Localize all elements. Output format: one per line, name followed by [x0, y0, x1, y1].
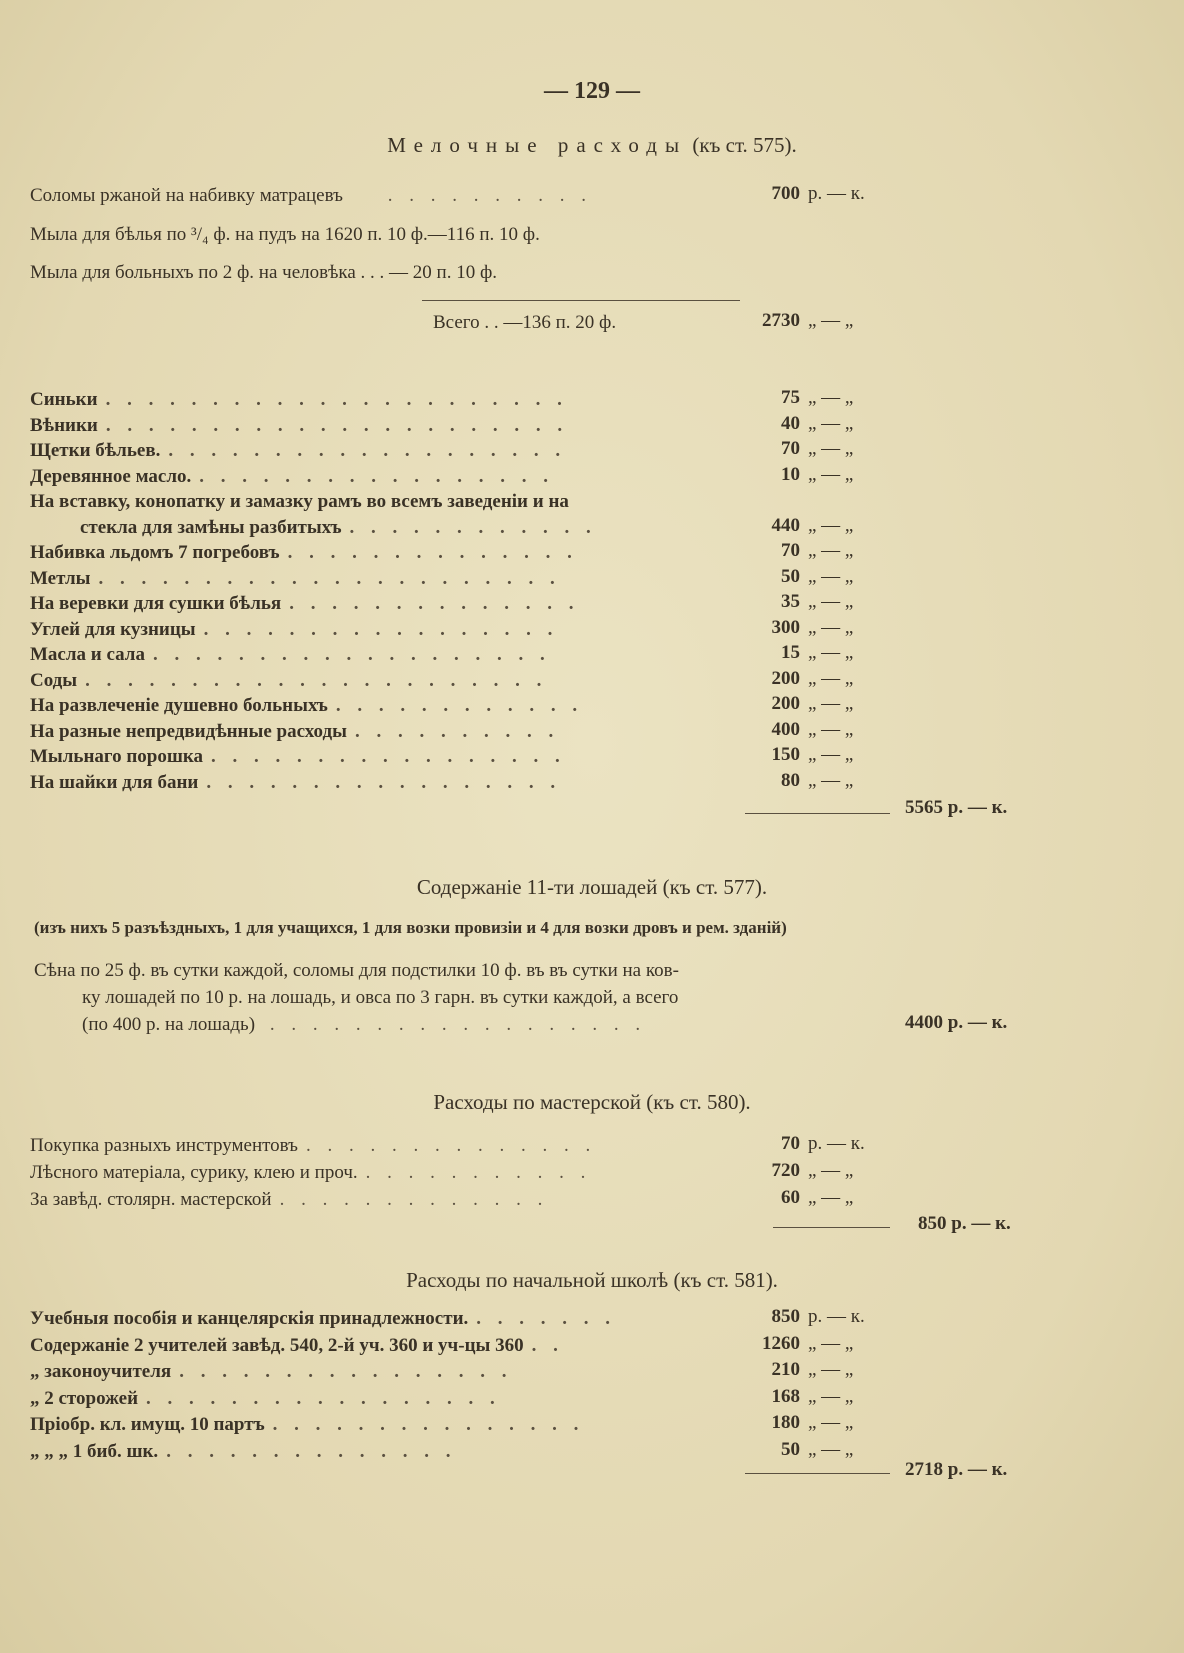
list-item — [30, 744, 566, 770]
line-unit: „ — „ — [808, 1385, 854, 1407]
line-label: Покупка разныхъ инструментовъ — [30, 1135, 299, 1156]
line-amount: 440 — [771, 514, 800, 536]
line-amount: 50 — [781, 1438, 800, 1460]
line-unit: „ — „ — [808, 412, 854, 434]
section-title-text: Мелочные расходы — [387, 133, 688, 157]
straw-row — [30, 183, 592, 209]
line-unit: „ — „ — [808, 565, 854, 587]
section-total-label: Всего . . —136 п. 20 ф. — [433, 312, 617, 333]
line-label: Соды — [30, 669, 78, 691]
list-item — [30, 438, 566, 464]
line-amount: 15 — [781, 642, 800, 663]
leader-dots: . . . . . . . . . . . . — [349, 516, 597, 538]
line-label: Набивка льдомъ 7 погребовъ — [30, 542, 280, 563]
line-label: Мыльнаго порошка — [30, 746, 204, 767]
list-item — [30, 1160, 591, 1186]
line-amount: 210 — [771, 1359, 800, 1380]
leader-dots: . . — [531, 1334, 564, 1356]
leader-dots: . . . . . . . . . . . . . . . . . — [203, 618, 559, 640]
line-unit: „ — „ — [808, 387, 854, 408]
line-label: „ 2 сторожей — [30, 1387, 139, 1409]
line-label: Соломы ржаной на набивку матрацевъ — [30, 185, 343, 206]
line-unit: „ — „ — [808, 718, 854, 740]
line-amount: 200 — [771, 667, 800, 689]
leader-dots: . . . . . . . . . . . . — [335, 695, 584, 716]
rule — [773, 1227, 890, 1228]
line-label: (по 400 р. на лошадь) — [82, 1014, 256, 1035]
line-label: Вѣники — [30, 414, 98, 436]
line-unit: „ — „ — [808, 1332, 854, 1354]
line-label: На веревки для сушки бѣлья — [30, 593, 282, 614]
leader-dots: . . . . . . . . . . . — [365, 1162, 592, 1183]
list-item — [30, 719, 559, 745]
section-title-workshop: Расходы по мастерской (къ ст. 580). — [433, 1090, 751, 1114]
page-number: — 129 — — [544, 78, 640, 104]
leader-dots: . . . . . . . . . . . . . . . . . . . . . . — [85, 669, 548, 691]
line-label: Масла и сала — [30, 644, 145, 665]
line-amount: 50 — [781, 565, 800, 587]
line-amount: 75 — [781, 387, 800, 408]
line-unit: „ — „ — [808, 1438, 854, 1460]
list-item — [30, 642, 551, 668]
line-label: Деревянное масло. — [30, 465, 192, 487]
leader-dots: . . . . . . . . . . . . . . . . . . — [269, 1014, 647, 1035]
line-unit: р. — к. — [808, 183, 865, 204]
line-unit: „ — „ — [808, 438, 854, 459]
line-amount: 400 — [771, 718, 800, 740]
line-unit: „ — „ — [808, 1412, 854, 1433]
list-item — [30, 770, 561, 796]
list-item — [30, 387, 568, 413]
rule — [745, 1473, 890, 1474]
line-amount: 850 — [771, 1306, 800, 1327]
leader-dots: . . . . . . . . . . . . . . . . . . . . . . — [105, 414, 569, 436]
list-item — [30, 464, 554, 490]
line-amount: 10 — [781, 463, 800, 485]
leader-dots: . . . . . . . . . . . . . — [279, 1189, 549, 1210]
line-label: Синьки — [30, 389, 98, 410]
rule — [422, 300, 740, 301]
line-amount: 70 — [781, 1133, 800, 1154]
list-item — [30, 1133, 596, 1159]
list-item — [30, 413, 568, 439]
leader-dots: . . . . . . . . . . . . . . . . . — [206, 771, 562, 793]
list-item — [30, 1187, 548, 1213]
leader-dots: . . . . . . . . . . . . . . . . . . . — [152, 644, 551, 665]
line-label: Учебныя пособія и канцелярскія принадлежности. — [30, 1308, 469, 1329]
line-label: На шайки для бани — [30, 771, 199, 793]
list-item — [30, 1386, 501, 1412]
line-amount: 200 — [771, 693, 800, 714]
list-item — [30, 693, 583, 719]
line-amount: 180 — [771, 1412, 800, 1433]
line-amount: 300 — [771, 616, 800, 638]
section-total-amount: 2730 — [762, 310, 800, 331]
rule — [745, 813, 890, 814]
line-amount: 35 — [781, 591, 800, 612]
leader-dots: . . . . . . . . . . . . . . . . . — [146, 1387, 501, 1409]
line-label: На развлеченіе душевно больныхъ — [30, 695, 328, 716]
line-unit: „ — „ — [808, 616, 854, 638]
soap-sick-row: Мыла для больныхъ по 2 ф. на человѣка . . . — 20 п. 10 ф. — [30, 262, 498, 283]
section-total: 5565 р. — к. — [905, 797, 1008, 818]
line-label: „ „ „ 1 биб. шк. — [30, 1440, 159, 1462]
line-amount: 70 — [781, 438, 800, 459]
list-item — [30, 1439, 456, 1465]
leader-dots: . . . . . . . — [476, 1308, 617, 1329]
leader-dots: . . . . . . . . . . . . . . . — [272, 1414, 585, 1435]
list-item — [30, 1306, 616, 1332]
line-label: За завѣд. столярн. мастерской — [30, 1189, 272, 1210]
leader-dots: . . . . . . . . . . . . . . — [306, 1135, 597, 1156]
line-amount: 720 — [771, 1160, 800, 1181]
leader-dots: . . . . . . . . . . . . . . — [287, 542, 578, 563]
section-total-unit: „ — „ — [808, 310, 854, 331]
section-title-school: Расходы по начальной школѣ (къ ст. 581). — [406, 1268, 778, 1292]
list-item — [30, 617, 558, 643]
hay-text-line-3 — [82, 1012, 646, 1038]
hay-text-line-1: Сѣна по 25 ф. въ сутки каждой, соломы для подстилки 10 ф. въ въ сутки на ков- — [34, 960, 679, 981]
line-label: Щетки бѣльев. — [30, 440, 161, 461]
line-amount: 60 — [781, 1187, 800, 1208]
line-unit: „ — „ — [808, 1187, 854, 1208]
line-label: Пріобр. кл. имущ. 10 партъ — [30, 1414, 265, 1435]
line-label: стекла для замѣны разбитыхъ — [80, 516, 342, 538]
section-title-petty-expenses — [0, 133, 1184, 158]
list-item — [30, 566, 561, 592]
leader-dots: . . . . . . . . . . . . . . — [289, 593, 580, 614]
line-label: На вставку, конопатку и замазку рамъ во всемъ заведеніи и на — [30, 491, 569, 512]
section-total: 2718 р. — к. — [905, 1459, 1008, 1480]
soap-linen-row: Мыла для бѣлья по ³/₄ ф. на пудъ на 1620 п. 10 ф.—116 п. 10 ф. — [30, 224, 540, 245]
section-title-horses: Содержаніе 11-ти лошадей (къ ст. 577). — [416, 875, 768, 899]
leader-dots: . . . . . . . . . . . . . . . . . — [199, 465, 555, 487]
line-unit: „ — „ — [808, 642, 854, 663]
line-unit: „ — „ — [808, 514, 854, 536]
line-unit: „ — „ — [808, 1160, 854, 1181]
line-amount: 70 — [781, 540, 800, 561]
line-label: На разные непредвидѣнные расходы — [30, 720, 347, 742]
leader-dots: . . . . . . . . . . . . . . . . . — [211, 746, 566, 767]
line-unit: р. — к. — [808, 1306, 865, 1327]
section-note: (изъ нихъ 5 разъѣздныхъ, 1 для учащихся, 1 для возки провизіи и 4 для возки дровъ и рем. зданій) — [34, 918, 787, 937]
line-label: Метлы — [30, 567, 91, 589]
list-item — [30, 1412, 584, 1438]
line-amount: 40 — [781, 412, 800, 434]
line-amount: 1260 — [762, 1332, 800, 1354]
list-item — [30, 668, 547, 694]
list-item — [30, 591, 579, 617]
list-item — [30, 540, 578, 566]
line-amount: 700 — [771, 183, 800, 204]
line-unit: „ — „ — [808, 591, 854, 612]
line-label: Лѣсного матеріала, сурику, клею и проч. — [30, 1162, 358, 1183]
line-unit: „ — „ — [808, 1359, 854, 1380]
line-unit: „ — „ — [808, 540, 854, 561]
line-label: Углей для кузницы — [30, 618, 196, 640]
leader-dots: . . . . . . . . . . . . . . . . . . . . . . — [98, 567, 561, 589]
line-amount: 150 — [771, 744, 800, 765]
leader-dots: . . . . . . . . . . — [387, 185, 592, 206]
leader-dots: . . . . . . . . . . — [354, 720, 560, 742]
line-unit: „ — „ — [808, 693, 854, 714]
list-item — [80, 515, 597, 541]
line-unit: р. — к. — [808, 1133, 865, 1154]
list-item — [30, 1359, 512, 1385]
leader-dots: . . . . . . . . . . . . . . . . . . . — [168, 440, 567, 461]
line-unit: „ — „ — [808, 769, 854, 791]
hay-text-line-2: ку лошадей по 10 р. на лошадь, и овса по 3 гарн. въ сутки каждой, а всего — [82, 987, 679, 1008]
line-amount: 80 — [781, 769, 800, 791]
section-title-ref: (къ ст. 575). — [692, 133, 797, 157]
section-total: 4400 р. — к. — [905, 1012, 1008, 1033]
list-item — [30, 1333, 564, 1359]
line-label: „ законоучителя — [30, 1361, 172, 1382]
line-amount: 168 — [771, 1385, 800, 1407]
section-total: 850 р. — к. — [918, 1213, 1011, 1234]
line-label: Содержаніе 2 учителей завѣд. 540, 2-й уч. 360 и уч-цы 360 — [30, 1334, 524, 1356]
line-unit: „ — „ — [808, 667, 854, 689]
list-item — [30, 489, 569, 515]
leader-dots: . . . . . . . . . . . . . . . . . . . . . . — [105, 389, 568, 410]
line-unit: „ — „ — [808, 463, 854, 485]
line-unit: „ — „ — [808, 744, 854, 765]
leader-dots: . . . . . . . . . . . . . . . . — [179, 1361, 513, 1382]
leader-dots: . . . . . . . . . . . . . . — [166, 1440, 457, 1462]
